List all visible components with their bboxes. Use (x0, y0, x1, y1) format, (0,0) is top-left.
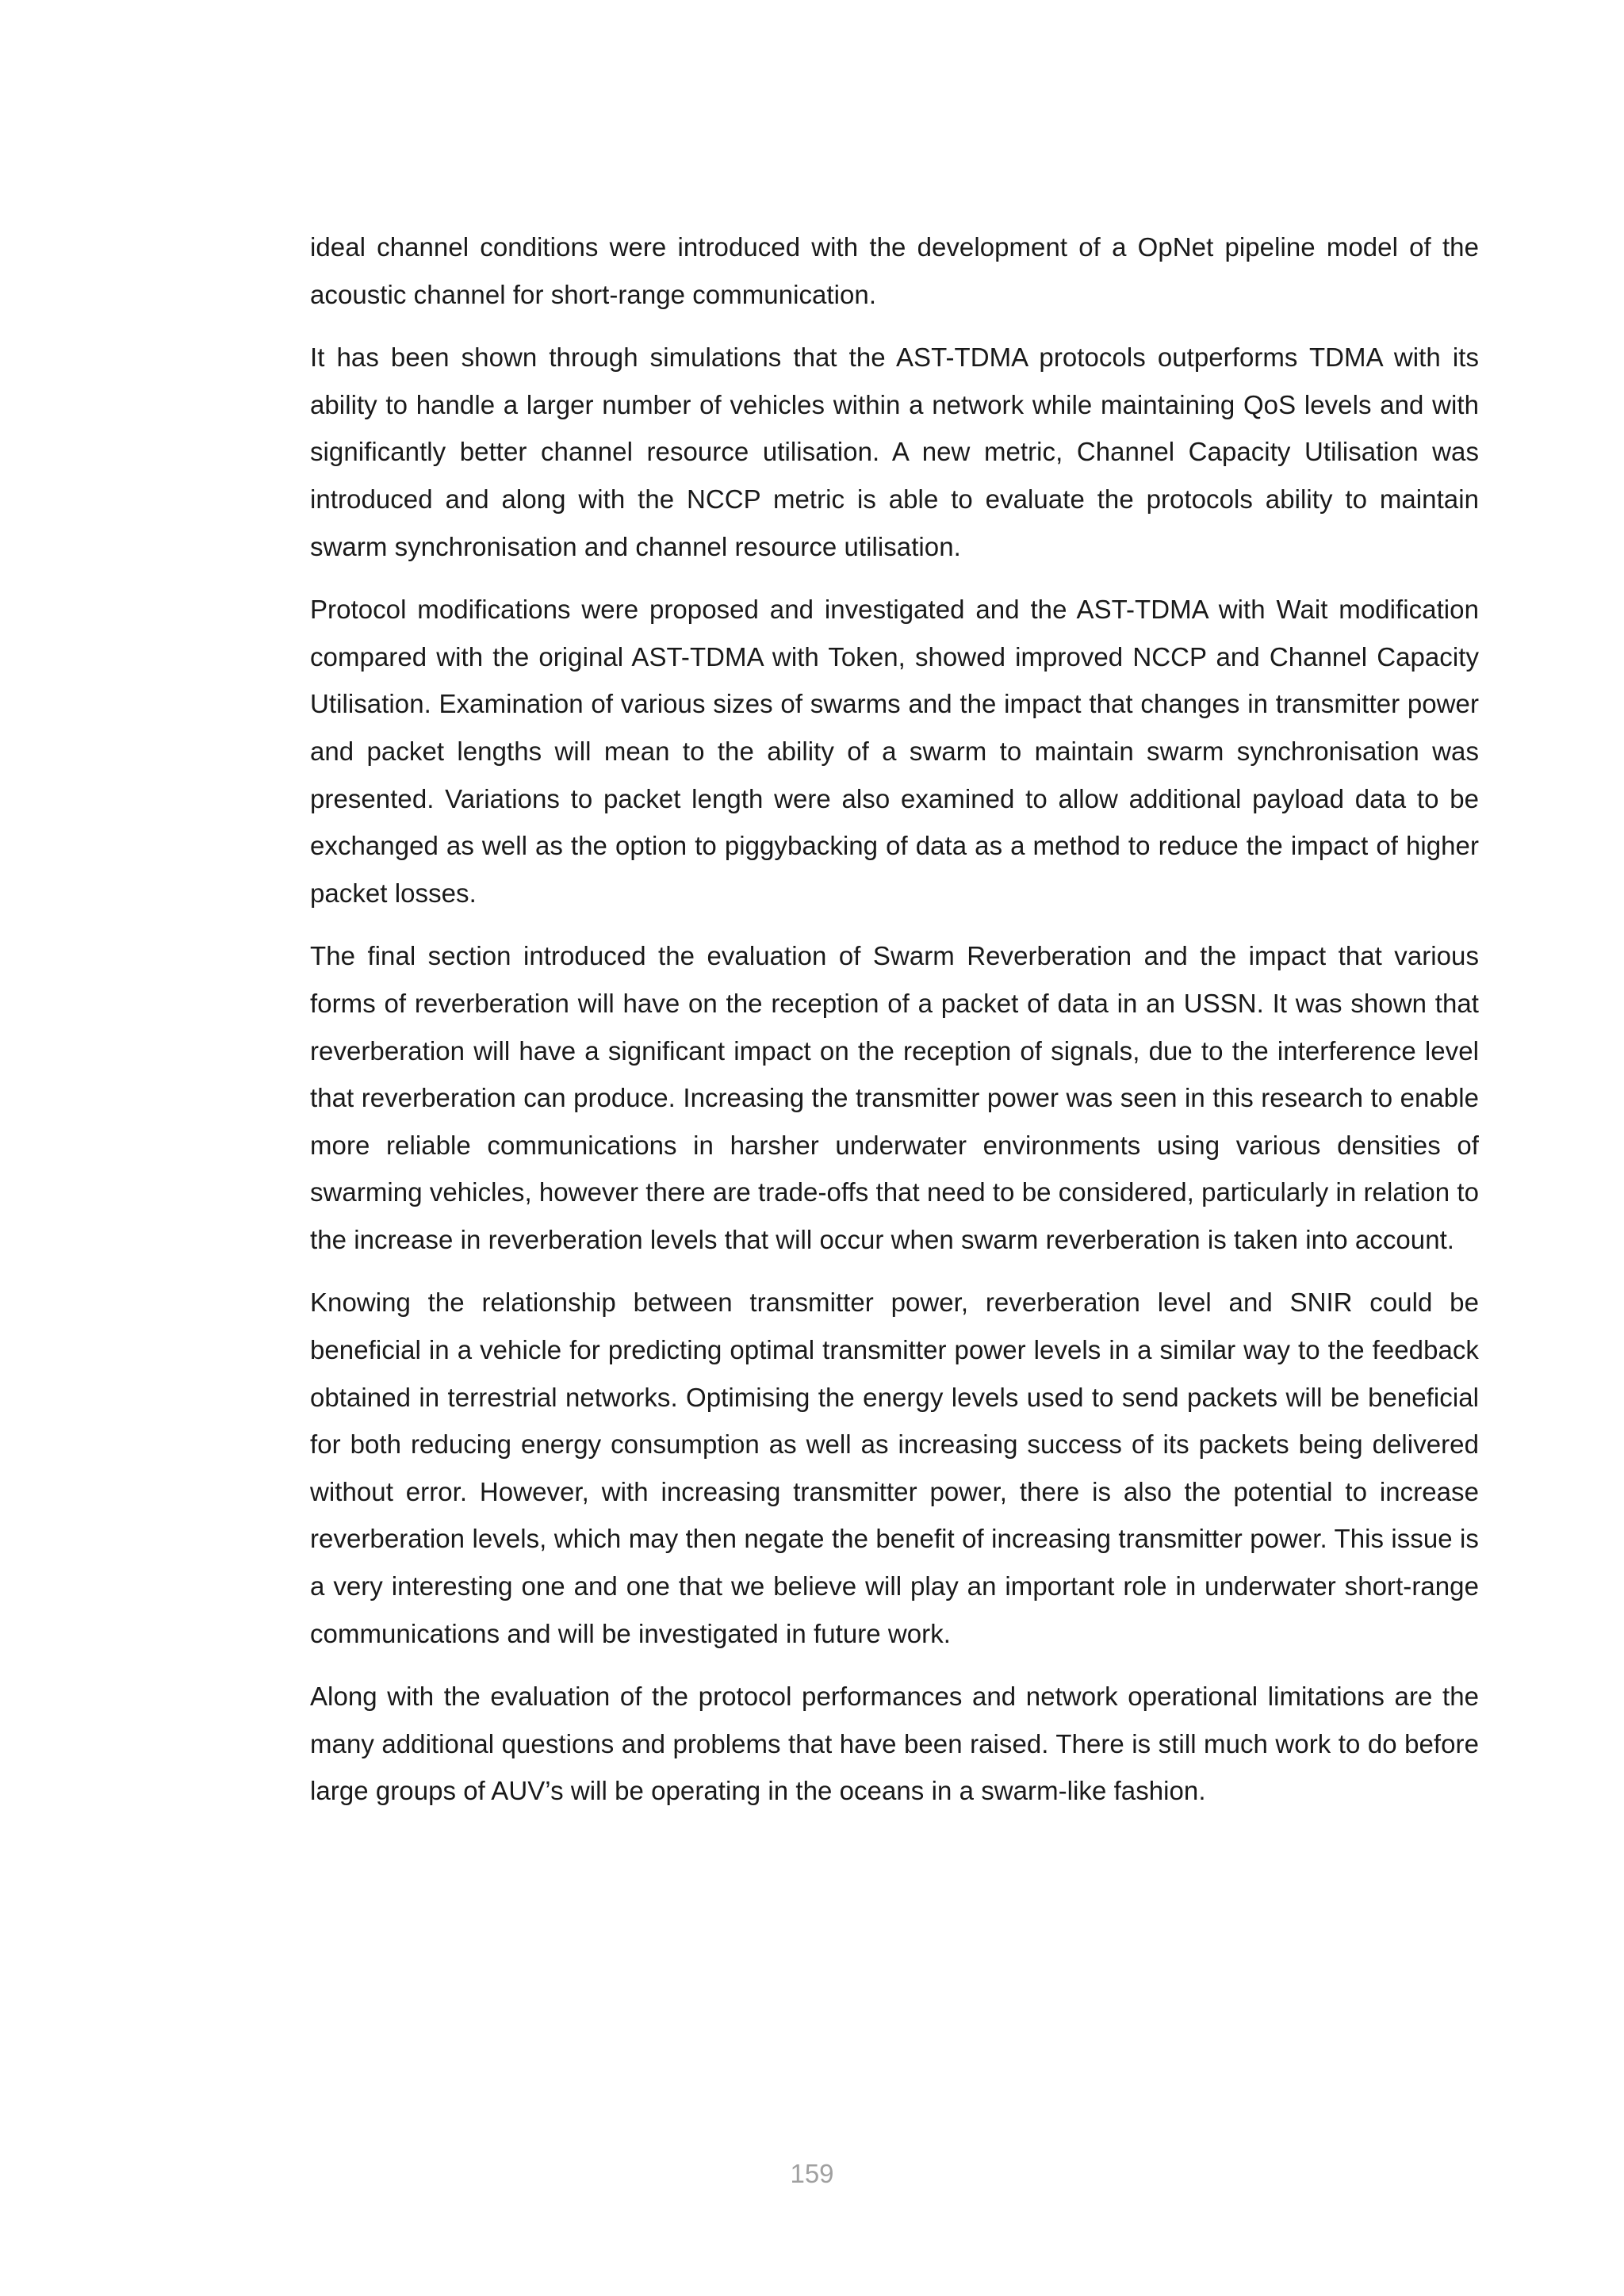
paragraph-2: It has been shown through simulations that the AST-TDMA protocols outperforms TDMA with its ability to handle a larger number of vehicles within a network while maintaining QoS levels and with significantly better channel resource utilisation. A new metric, Channel Capacity Utilisation was introduced and along with the NCCP metric is able to evaluate the protocols ability to maintain swarm synchronisation and channel resource utilisation. (310, 342, 1479, 561)
page-number: 159 (790, 2159, 834, 2188)
page-body (310, 224, 1479, 1831)
paragraph-6: Along with the evaluation of the protocol performances and network operational limitations are the many additional questions and problems that have been raised. There is still much work to do before large groups of AUV’s will be operating in the oceans in a swarm-like fashion. (310, 1682, 1479, 1806)
paragraph-3: Protocol modifications were proposed and investigated and the AST-TDMA with Wait modification compared with the original AST-TDMA with Token, showed improved NCCP and Channel Capacity Utilisation. Examination of various sizes of swarms and the impact that changes in transmitter power and packet lengths will mean to the ability of a swarm to maintain swarm synchronisation was presented. Variations to packet length were also examined to allow additional payload data to be exchanged as well as the option to piggybacking of data as a method to reduce the impact of higher packet losses. (310, 595, 1479, 908)
paragraph-5: Knowing the relationship between transmitter power, reverberation level and SNIR could be beneficial in a vehicle for predicting optimal transmitter power levels in a similar way to the feedback obtained in terrestrial networks. Optimising the energy levels used to send packets will be beneficial for both reducing energy consumption as well as increasing success of its packets being delivered without error. However, with increasing transmitter power, there is also the potential to increase reverberation levels, which may then negate the benefit of increasing transmitter power. This issue is a very interesting one and one that we believe will play an important role in underwater short-range communications and will be investigated in future work. (310, 1288, 1479, 1648)
paragraph-4: The final section introduced the evaluation of Swarm Reverberation and the impact that various forms of reverberation will have on the reception of a packet of data in an USSN. It was shown that reverberation will have a significant impact on the reception of signals, due to the interference level that reverberation can produce. Increasing the transmitter power was seen in this research to enable more reliable communications in harsher underwater environments using various densities of swarming vehicles, however there are trade-offs that need to be considered, particularly in relation to the increase in reverberation levels that will occur when swarm reverberation is taken into account. (310, 941, 1479, 1254)
paragraph-1: ideal channel conditions were introduced with the development of a OpNet pipeline model of the acoustic channel for short-range communication. (310, 232, 1479, 309)
